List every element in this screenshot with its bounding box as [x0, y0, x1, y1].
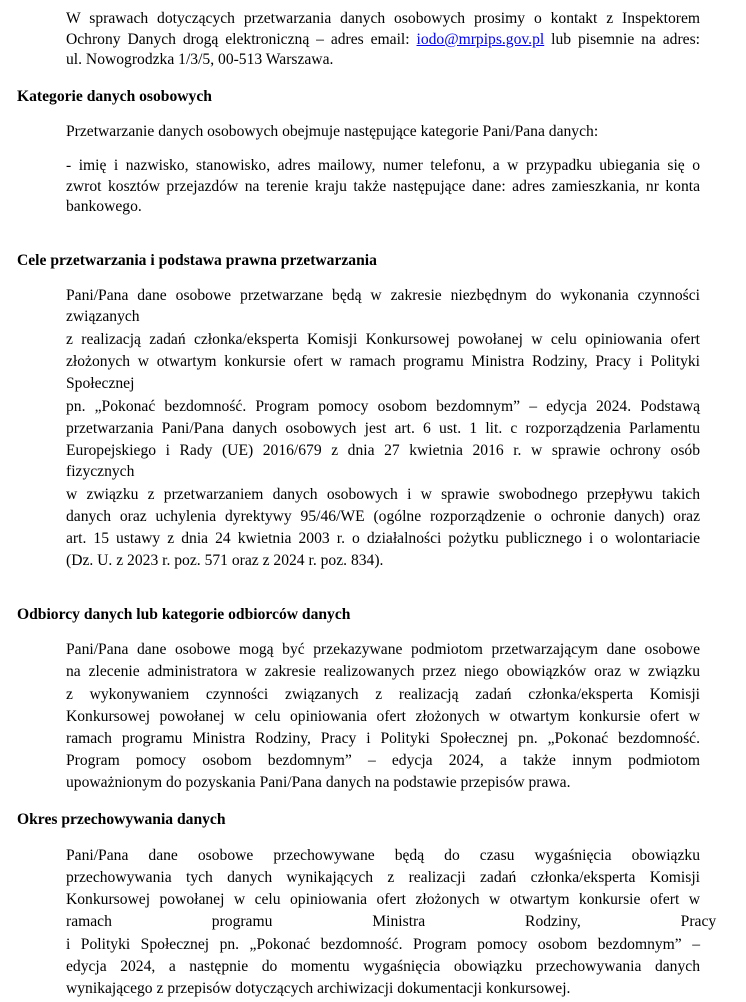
section-heading-categories: Kategorie danych osobowych [17, 88, 212, 105]
text: Ochrony Danych drogą elektroniczną – adres email: iodo@mrpips.gov.pl lub pisemnie na adres: [66, 31, 700, 48]
paragraph-line: (Dz. U. z 2023 r. poz. 571 oraz z 2024 r. poz. 834). [66, 552, 384, 569]
paragraph-line: Europejskiego i Rady (UE) 2016/679 z dnia 27 kwietnia 2016 r. w sprawie ochrony osób [66, 442, 700, 459]
paragraph-line: i Polityki Społecznej pn. „Pokonać bezdomność. Program pomocy osobom bezdomnym” – [66, 936, 700, 953]
contact-line-1 [66, 8, 700, 30]
paragraph-line: wynikającego z przepisów dotyczących archiwizacji dokumentacji konkursowej. [66, 980, 571, 997]
email-link[interactable]: iodo@mrpips.gov.pl [416, 31, 545, 48]
paragraph-line: w związku z przetwarzaniem danych osobowych i w sprawie swobodnego przepływu takich [66, 486, 700, 503]
paragraph-line: Pani/Pana dane osobowe przechowywane będą do czasu wygaśnięcia obowiązku [66, 847, 700, 864]
contact-line-3: ul. Nowogrodzka 1/3/5, 00-513 Warszawa. [66, 51, 334, 68]
paragraph-line: bankowego. [66, 198, 142, 215]
paragraph: Przetwarzanie danych osobowych obejmuje następujące kategorie Pani/Pana danych: [66, 123, 599, 140]
paragraph-line: - imię i nazwisko, stanowisko, adres mailowy, numer telefonu, a w przypadku ubiegania się o [66, 157, 700, 174]
paragraph-line: ramach programu Ministra Rodziny, Pracy i Polityki Społecznej pn. „Pokonać bezdomność. [66, 730, 700, 747]
text: W sprawach dotyczących przetwarzania danych osobowych prosimy o kontakt z Inspektorem [66, 10, 700, 27]
paragraph-line: przetwarzania Pani/Pana danych osobowych jest art. 6 ust. 1 lit. c rozporządzenia Parlamentu [66, 420, 700, 437]
paragraph-line: Pani/Pana dane osobowe mogą być przekazywane podmiotom przetwarzającym dane osobowe [66, 641, 700, 658]
paragraph-line: ramach programu Ministra Rodziny, Pracy [66, 913, 717, 930]
paragraph-line: złożonych w otwartym konkursie ofert w ramach programu Ministra Rodziny, Pracy i Polityki [66, 353, 700, 370]
contact-line-2 [66, 29, 700, 51]
section-heading-retention: Okres przechowywania danych [17, 811, 226, 828]
paragraph-line: Społecznej [66, 375, 135, 392]
section-heading-purposes: Cele przetwarzania i podstawa prawna przetwarzania [17, 252, 377, 269]
paragraph-line: zwrot kosztów przejazdów na terenie kraju także następujące dane: adres zamieszkania, nr konta [66, 178, 700, 195]
paragraph-line: z realizacją zadań członka/eksperta Komisji Konkursowej powołanej w celu opiniowania ofert [66, 331, 700, 348]
paragraph-line: związanych [66, 308, 140, 325]
paragraph-line: danych oraz uchylenia dyrektywy 95/46/WE (ogólne rozporządzenie o ochronie danych) oraz [66, 508, 700, 525]
paragraph-line: na zlecenie administratora w zakresie realizowanych przez niego obowiązków oraz w związku [66, 663, 700, 680]
paragraph-line: art. 15 ustawy z dnia 24 kwietnia 2003 r. o działalności pożytku publicznego i o wolontariacie [66, 530, 700, 547]
paragraph-line: Konkursowej powołanej w celu opiniowania ofert złożonych w otwartym konkursie ofert w [66, 891, 700, 908]
paragraph-line: Konkursowej powołanej w celu opiniowania ofert złożonych w otwartym konkursie ofert w [66, 708, 700, 725]
paragraph-line: edycja 2024, a następnie do momentu wygaśnięcia obowiązku przechowywania danych [66, 958, 700, 975]
paragraph-line: fizycznych [66, 463, 135, 480]
paragraph-line: Program pomocy osobom bezdomnym” – edycja 2024, a także innym podmiotom [66, 752, 700, 769]
paragraph-line: z wykonywaniem czynności związanych z realizacją zadań członka/eksperta Komisji [66, 686, 700, 703]
paragraph-line: przechowywania tych danych wynikających z realizacji zadań członka/eksperta Komisji [66, 869, 700, 886]
paragraph-line: Pani/Pana dane osobowe przetwarzane będą w zakresie niezbędnym do wykonania czynności [66, 287, 700, 304]
section-heading-recipients: Odbiorcy danych lub kategorie odbiorców danych [17, 606, 351, 623]
paragraph-line: upoważnionym do pozyskania Pani/Pana danych na podstawie przepisów prawa. [66, 774, 571, 791]
paragraph-line: pn. „Pokonać bezdomność. Program pomocy osobom bezdomnym” – edycja 2024. Podstawą [66, 398, 700, 415]
